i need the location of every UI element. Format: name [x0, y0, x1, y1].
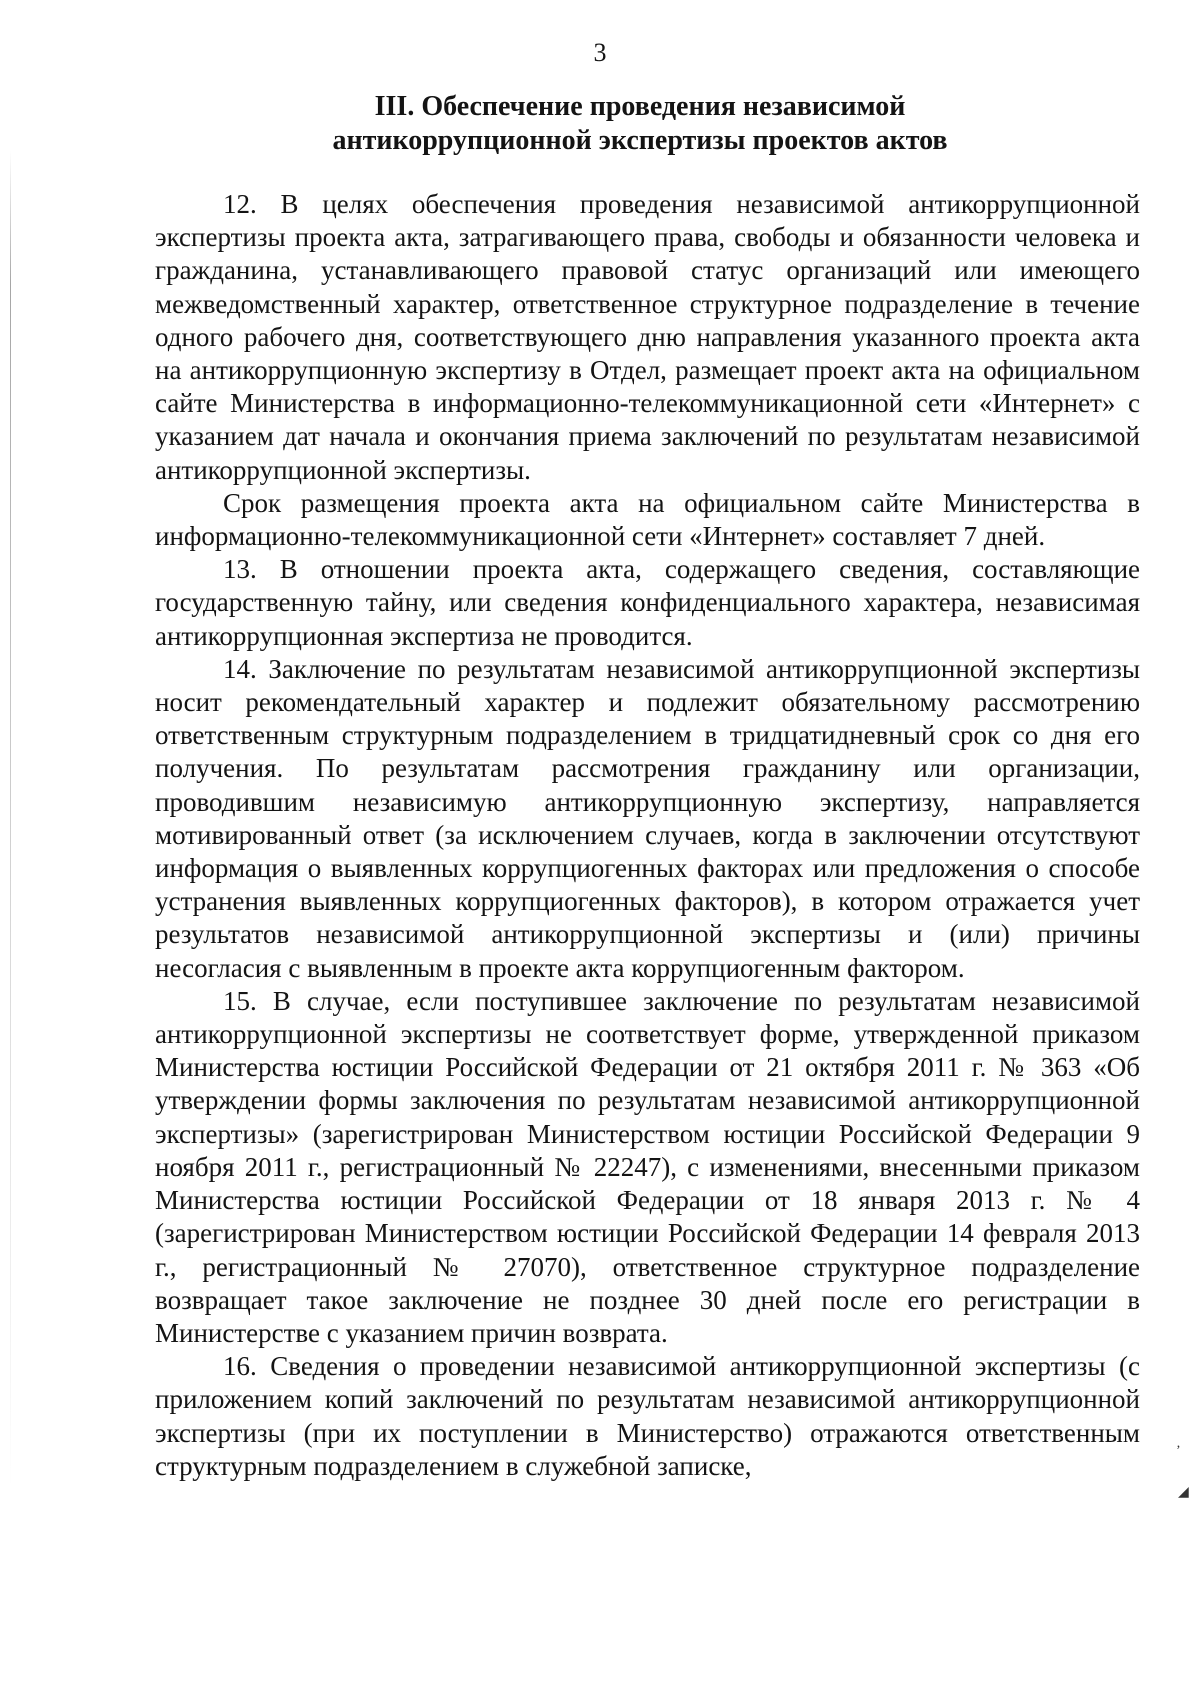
section-heading-line-1: III. Обеспечение проведения независимой [374, 91, 906, 122]
paragraph-16: 16. Сведения о проведении независимой антикоррупционной экспертизы (с приложением копий заключений по результатам независимой антикоррупционной экспертизы (при их поступлении в Министерство) отражаются ответственным структурным подразделением в служебной записке, [155, 1351, 1140, 1481]
paragraph-12-term: Срок размещения проекта акта на официальном сайте Министерства в информационно-телекоммуникационной сети «Интернет» составляет 7 дней. [155, 487, 1140, 552]
section-heading [290, 90, 990, 158]
paragraph-15: 15. В случае, если поступившее заключение по результатам независимой антикоррупционной экспертизы не соответствует форме, утвержденной приказом Министерства юстиции Российской Федерации от 21 октября 2011 г. № 363 «Об утверждении формы заключения по результатам независимой антикоррупционной экспертизы» (зарегистрирован Министерством юстиции Российской Федерации 9 ноября 2011 г., регистрационный № 22247), с изменениями, внесенными приказом Министерства юстиции Российской Федерации от 18 января 2013 г. № 4 (зарегистрирован Министерством юстиции Российской Федерации 14 февраля 2013 г., регистрационный № 27070), ответственное структурное подразделение возвращает такое заключение не позднее 30 дней после его регистрации в Министерстве с указанием причин возврата. [155, 985, 1140, 1348]
section-heading-line-2: антикоррупционной экспертизы проектов актов [332, 125, 948, 156]
paragraph-12: 12. В целях обеспечения проведения независимой антикоррупционной экспертизы проекта акта, затрагивающего права, свободы и обязанности человека и гражданина, устанавливающего правовой статус организаций или имеющего межведомственный характер, ответственное структурное подразделение в течение одного рабочего дня, соответствующего дню направления указанного проекта акта на антикоррупционную экспертизу в Отдел, размещает проект акта на официальном сайте Министерства в информационно-телекоммуникационной сети «Интернет» с указанием дат начала и окончания приема заключений по результатам независимой антикоррупционной экспертизы. [155, 189, 1140, 485]
scan-speck: ◢ [1178, 1485, 1189, 1500]
scan-speck: ‚ [1176, 1436, 1181, 1451]
document-body [155, 188, 1140, 1483]
paragraph-13: 13. В отношении проекта акта, содержащего сведения, составляющие государственную тайну, или сведения конфиденциального характера, независимая антикоррупционная экспертиза не проводится. [155, 554, 1140, 651]
paragraph-14: 14. Заключение по результатам независимой антикоррупционной экспертизы носит рекомендательный характер и подлежит обязательному рассмотрению ответственным структурным подразделением в тридцатидневный срок со дня его получения. По результатам рассмотрения гражданину или организации, проводившим независимую антикоррупционную экспертизу, направляется мотивированный ответ (за исключением случаев, когда в заключении отсутствуют информация о выявленных коррупциогенных факторах или предложения о способе устранения выявленных коррупциогенных факторов), в котором отражается учет результатов независимой антикоррупционной экспертизы и (или) причины несогласия с выявленным в проекте акта коррупциогенным фактором. [155, 653, 1140, 983]
scan-edge-shadow [10, 150, 11, 1490]
page-number: 3 [593, 38, 607, 67]
